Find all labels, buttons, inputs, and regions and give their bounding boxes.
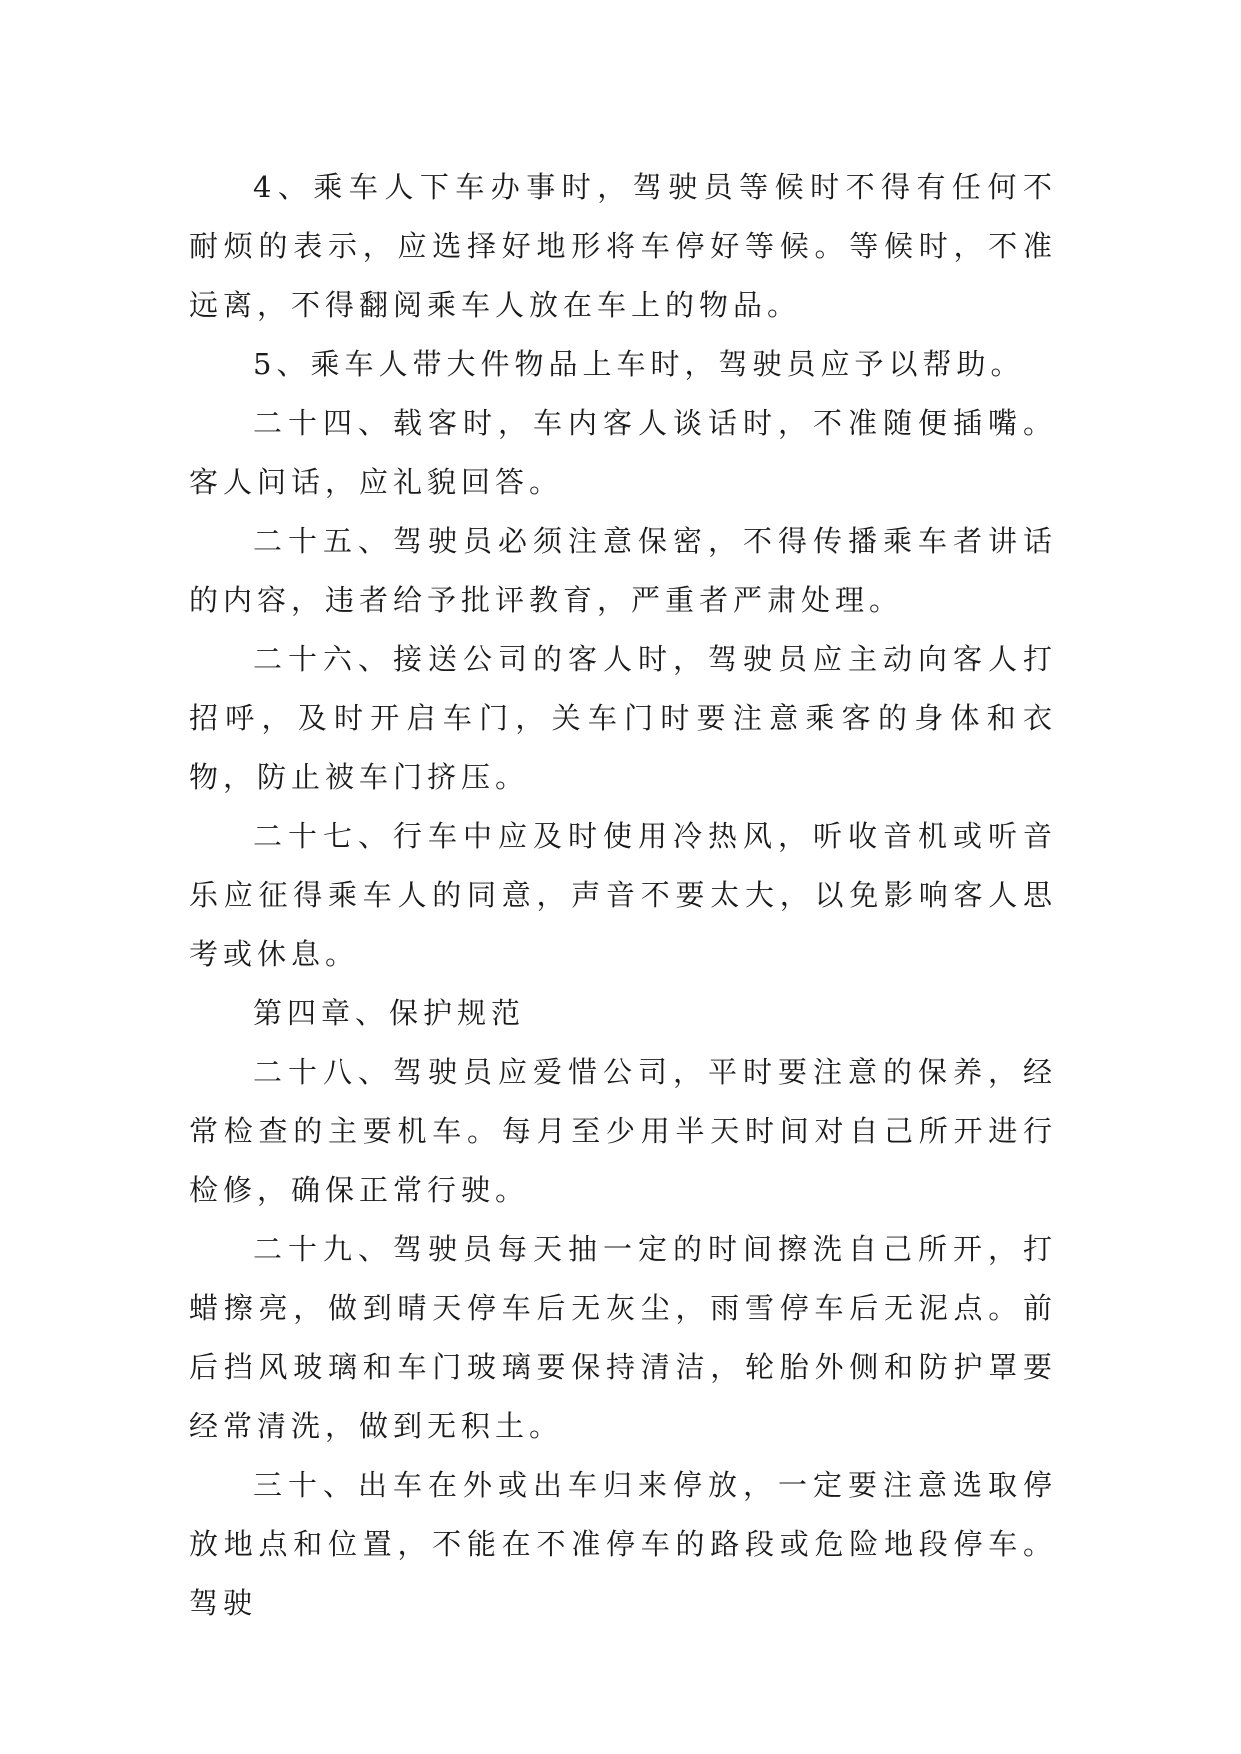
paragraph-article-24: 二十四、载客时，车内客人谈话时，不准随便插嘴。客人问话，应礼貌回答。 <box>189 406 1057 499</box>
paragraph-article-28: 二十八、驾驶员应爱惜公司，平时要注意的保养，经常检查的主要机车。每月至少用半天时间对自己所开进行检修，确保正常行驶。 <box>189 1055 1057 1207</box>
document-body <box>189 158 1057 1633</box>
paragraph-article-27: 二十七、行车中应及时使用冷热风，听收音机或听音乐应征得乘车人的同意，声音不要太大，以免影响客人思考或休息。 <box>189 819 1057 971</box>
paragraph-article-30: 三十、出车在外或出车归来停放，一定要注意选取停放地点和位置，不能在不准停车的路段或危险地段停车。驾驶 <box>189 1468 1057 1620</box>
paragraph-item-4: 4、乘车人下车办事时，驾驶员等候时不得有任何不耐烦的表示，应选择好地形将车停好等候。等候时，不准远离，不得翻阅乘车人放在车上的物品。 <box>189 170 1057 322</box>
paragraph-item-5: 5、乘车人带大件物品上车时，驾驶员应予以帮助。 <box>253 347 1025 381</box>
paragraph-article-25: 二十五、驾驶员必须注意保密，不得传播乘车者讲话的内容，违者给予批评教育，严重者严肃处理。 <box>189 524 1057 617</box>
paragraph-article-26: 二十六、接送公司的客人时，驾驶员应主动向客人打招呼，及时开启车门，关车门时要注意乘客的身体和衣物，防止被车门挤压。 <box>189 642 1057 794</box>
chapter-heading: 第四章、保护规范 <box>253 996 526 1030</box>
paragraph-article-29: 二十九、驾驶员每天抽一定的时间擦洗自己所开，打蜡擦亮，做到晴天停车后无灰尘，雨雪停车后无泥点。前后挡风玻璃和车门玻璃要保持清洁，轮胎外侧和防护罩要经常清洗，做到无积土。 <box>189 1232 1057 1443</box>
